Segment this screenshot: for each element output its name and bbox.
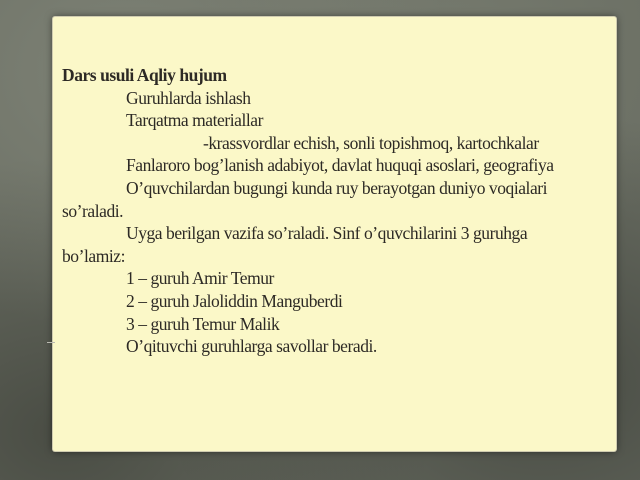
slide-panel (53, 17, 616, 451)
text-line-homework-cont: bo’lamiz: (62, 245, 126, 266)
divider (47, 342, 55, 343)
text-line-handout-types: -krassvordlar echish, sonli topishmoq, kartochkalar (203, 132, 539, 153)
text-line-group-2: 2 – guruh Jaloliddin Manguberdi (126, 290, 343, 311)
text-line-teacher-questions: O’qituvchi guruhlarga savollar beradi. (126, 336, 377, 357)
text-line-current-events-cont: so’raladi. (62, 200, 124, 221)
slide-content (62, 64, 598, 358)
text-line-group-3: 3 – guruh Temur Malik (126, 313, 280, 334)
text-line-handouts: Tarqatma materiallar (126, 110, 263, 131)
text-line-group-1: 1 – guruh Amir Temur (126, 268, 274, 289)
text-line-interdisciplinary: Fanlaroro bog’lanish adabiyot, davlat huquqi asoslari, geografiya (126, 155, 554, 176)
text-line-group-work: Guruhlarda ishlash (126, 87, 251, 108)
slide-title: Dars usuli Aqliy hujum (62, 65, 227, 85)
text-line-homework: Uyga berilgan vazifa so’raladi. Sinf o’quvchilarini 3 guruhga (126, 223, 528, 244)
text-line-current-events: O’quvchilardan bugungi kunda ruy berayotgan duniyo voqialari (126, 177, 548, 198)
